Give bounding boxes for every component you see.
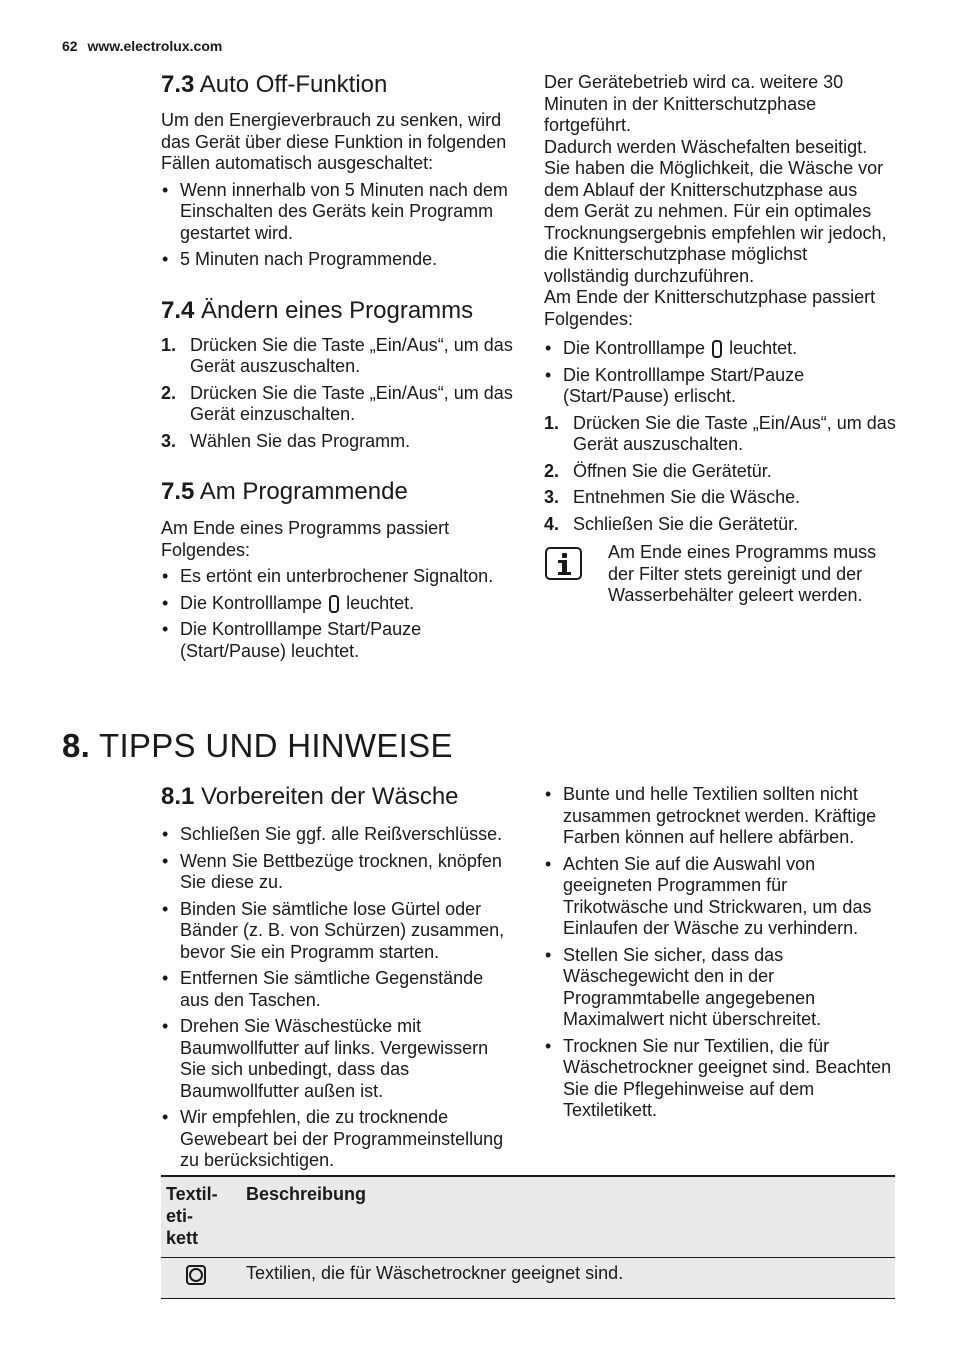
section-title: Ändern eines Programms bbox=[201, 296, 474, 324]
s81-right-bullets bbox=[544, 784, 896, 1122]
paragraph: Der Gerätebetrieb wird ca. weitere 30 Minuten in der Knitterschutzphase fortgeführt. bbox=[544, 72, 844, 135]
list-item: • Bunte und helle Textilien sollten nicht zusammen getrocknet werden. Kräftige Farben können auf hellere abfärben. bbox=[544, 784, 896, 849]
list-item: • 5 Minuten nach Programmende. bbox=[161, 249, 513, 271]
list-item: • Wenn innerhalb von 5 Minuten nach dem Einschalten des Geräts kein Programm gestartet wird. bbox=[161, 180, 513, 245]
section-number: 7.5 bbox=[161, 478, 195, 505]
list-item: 2. Drücken Sie die Taste „Ein/Aus“, um das Gerät einzuschalten. bbox=[161, 382, 513, 424]
paragraph: Dadurch werden Wäschefalten beseitigt. Sie haben die Möglichkeit, die Wäsche vor dem Ablauf der Knitterschutzphase aus dem Gerät zu nehmen. Für ein optimales Trocknungsergebnis empfehlen wir jedoch, die Knitterschutzphase möglichst vollständig durchzuführen. bbox=[544, 136, 887, 286]
list-item: • Drehen Sie Wäschestücke mit Baumwollfutter auf links. Vergewissern Sie sich unbedingt, dass das Baumwollfutter außen ist. bbox=[161, 1016, 513, 1102]
site-url: www.electrolux.com bbox=[87, 38, 223, 54]
section-number: 8.1 bbox=[161, 783, 195, 810]
list-item: • Trocknen Sie nur Textilien, die für Wäschetrockner geeignet sind. Beachten Sie die Pflegehinweise auf dem Textiletikett. bbox=[544, 1036, 896, 1122]
right-bullets bbox=[544, 338, 896, 408]
list-item: • Die Kontrolllampe leuchtet. bbox=[161, 593, 513, 615]
list-item: • Wenn Sie Bettbezüge trocknen, knöpfen Sie diese zu. bbox=[161, 851, 513, 894]
list-item: 3. Wählen Sie das Programm. bbox=[161, 430, 411, 451]
info-icon bbox=[545, 547, 582, 580]
chapter-number: 8. bbox=[62, 727, 91, 764]
list-item: • Wir empfehlen, die zu trocknende Gewebeart bei der Programmeinstellung zu berücksichtigen. bbox=[161, 1107, 513, 1172]
section-7-3-heading bbox=[161, 70, 513, 100]
list-item: • Die Kontrolllampe leuchtet. bbox=[544, 338, 896, 360]
list-item: 1. Drücken Sie die Taste „Ein/Aus“, um das Gerät auszuschalten. bbox=[544, 412, 896, 454]
section-title: Auto Off-Funktion bbox=[199, 71, 388, 98]
table-header-cell: Beschreibung bbox=[241, 1176, 895, 1258]
s74-steps bbox=[161, 335, 513, 453]
s73-bullets bbox=[161, 180, 513, 271]
s73-intro: Um den Energieverbrauch zu senken, wird das Gerät über diese Funktion in folgenden Fällen automatisch ausgeschaltet: bbox=[161, 110, 507, 173]
list-item: • Die Kontrolllampe Start/Pauze (Start/Pause) erlischt. bbox=[544, 365, 896, 408]
indicator-lamp-icon bbox=[329, 595, 339, 613]
list-item: • Schließen Sie ggf. alle Reißverschlüsse. bbox=[161, 824, 513, 846]
list-item: 3. Entnehmen Sie die Wäsche. bbox=[544, 487, 801, 507]
list-item: • Es ertönt ein unterbrochener Signalton. bbox=[161, 566, 513, 588]
left-column-bottom bbox=[161, 782, 513, 1177]
list-item: • Stellen Sie sicher, dass das Wäschegewicht den in der Programmtabelle angegebenen Maximalwert nicht überschreitet. bbox=[544, 945, 896, 1031]
section-title: Vorbereiten der Wäsche bbox=[201, 783, 459, 810]
page-number: 62 bbox=[62, 38, 78, 54]
list-item: • Achten Sie auf die Auswahl von geeigneten Programmen für Trikotwäsche und Strickwaren, um das Einlaufen der Wäsche zu verhindern. bbox=[544, 854, 896, 940]
s75-bullets bbox=[161, 566, 513, 662]
table-cell: Textilien, die für Wäschetrockner geeignet sind. bbox=[241, 1258, 895, 1299]
s81-left-bullets bbox=[161, 824, 513, 1172]
list-item: 2. Öffnen Sie die Gerätetür. bbox=[544, 460, 772, 481]
textile-label-table bbox=[161, 1175, 895, 1299]
list-item: 4. Schließen Sie die Gerätetür. bbox=[544, 513, 799, 534]
section-number: 7.3 bbox=[161, 71, 195, 98]
table-cell bbox=[161, 1258, 241, 1299]
section-number: 7.4 bbox=[161, 296, 195, 324]
section-8-1-heading bbox=[161, 782, 513, 812]
section-title: Am Programmende bbox=[199, 478, 408, 505]
section-7-5-heading bbox=[161, 477, 513, 507]
chapter-8-heading bbox=[62, 726, 453, 766]
right-steps bbox=[544, 413, 896, 536]
table-header-row bbox=[161, 1176, 895, 1258]
list-item: 1. Drücken Sie die Taste „Ein/Aus“, um das Gerät auszuschalten. bbox=[161, 334, 513, 376]
list-item: • Entfernen Sie sämtliche Gegenstände aus den Taschen. bbox=[161, 968, 513, 1011]
tumble-dry-icon bbox=[186, 1265, 206, 1285]
right-column-top bbox=[544, 72, 896, 540]
indicator-lamp-icon bbox=[712, 340, 722, 358]
table-header-cell: Textil- eti- kett bbox=[161, 1176, 241, 1258]
list-item: • Binden Sie sämtliche lose Gürtel oder Bänder (z. B. von Schürzen) zusammen, bevor Sie ein Programm starten. bbox=[161, 899, 513, 964]
paragraph: Am Ende der Knitterschutzphase passiert Folgendes: bbox=[544, 287, 876, 329]
page-header bbox=[62, 38, 222, 54]
section-7-4-heading bbox=[161, 296, 513, 326]
list-item: • Die Kontrolllampe Start/Pauze (Start/Pause) leuchtet. bbox=[161, 619, 513, 662]
left-column-top bbox=[161, 70, 513, 667]
table-row bbox=[161, 1258, 895, 1299]
chapter-title: TIPPS UND HINWEISE bbox=[99, 727, 453, 764]
info-note: Am Ende eines Programms muss der Filter stets gereinigt und der Wasserbehälter geleert werden. bbox=[608, 542, 877, 605]
s75-intro: Am Ende eines Programms passiert Folgendes: bbox=[161, 518, 450, 560]
right-column-bottom bbox=[544, 784, 896, 1127]
